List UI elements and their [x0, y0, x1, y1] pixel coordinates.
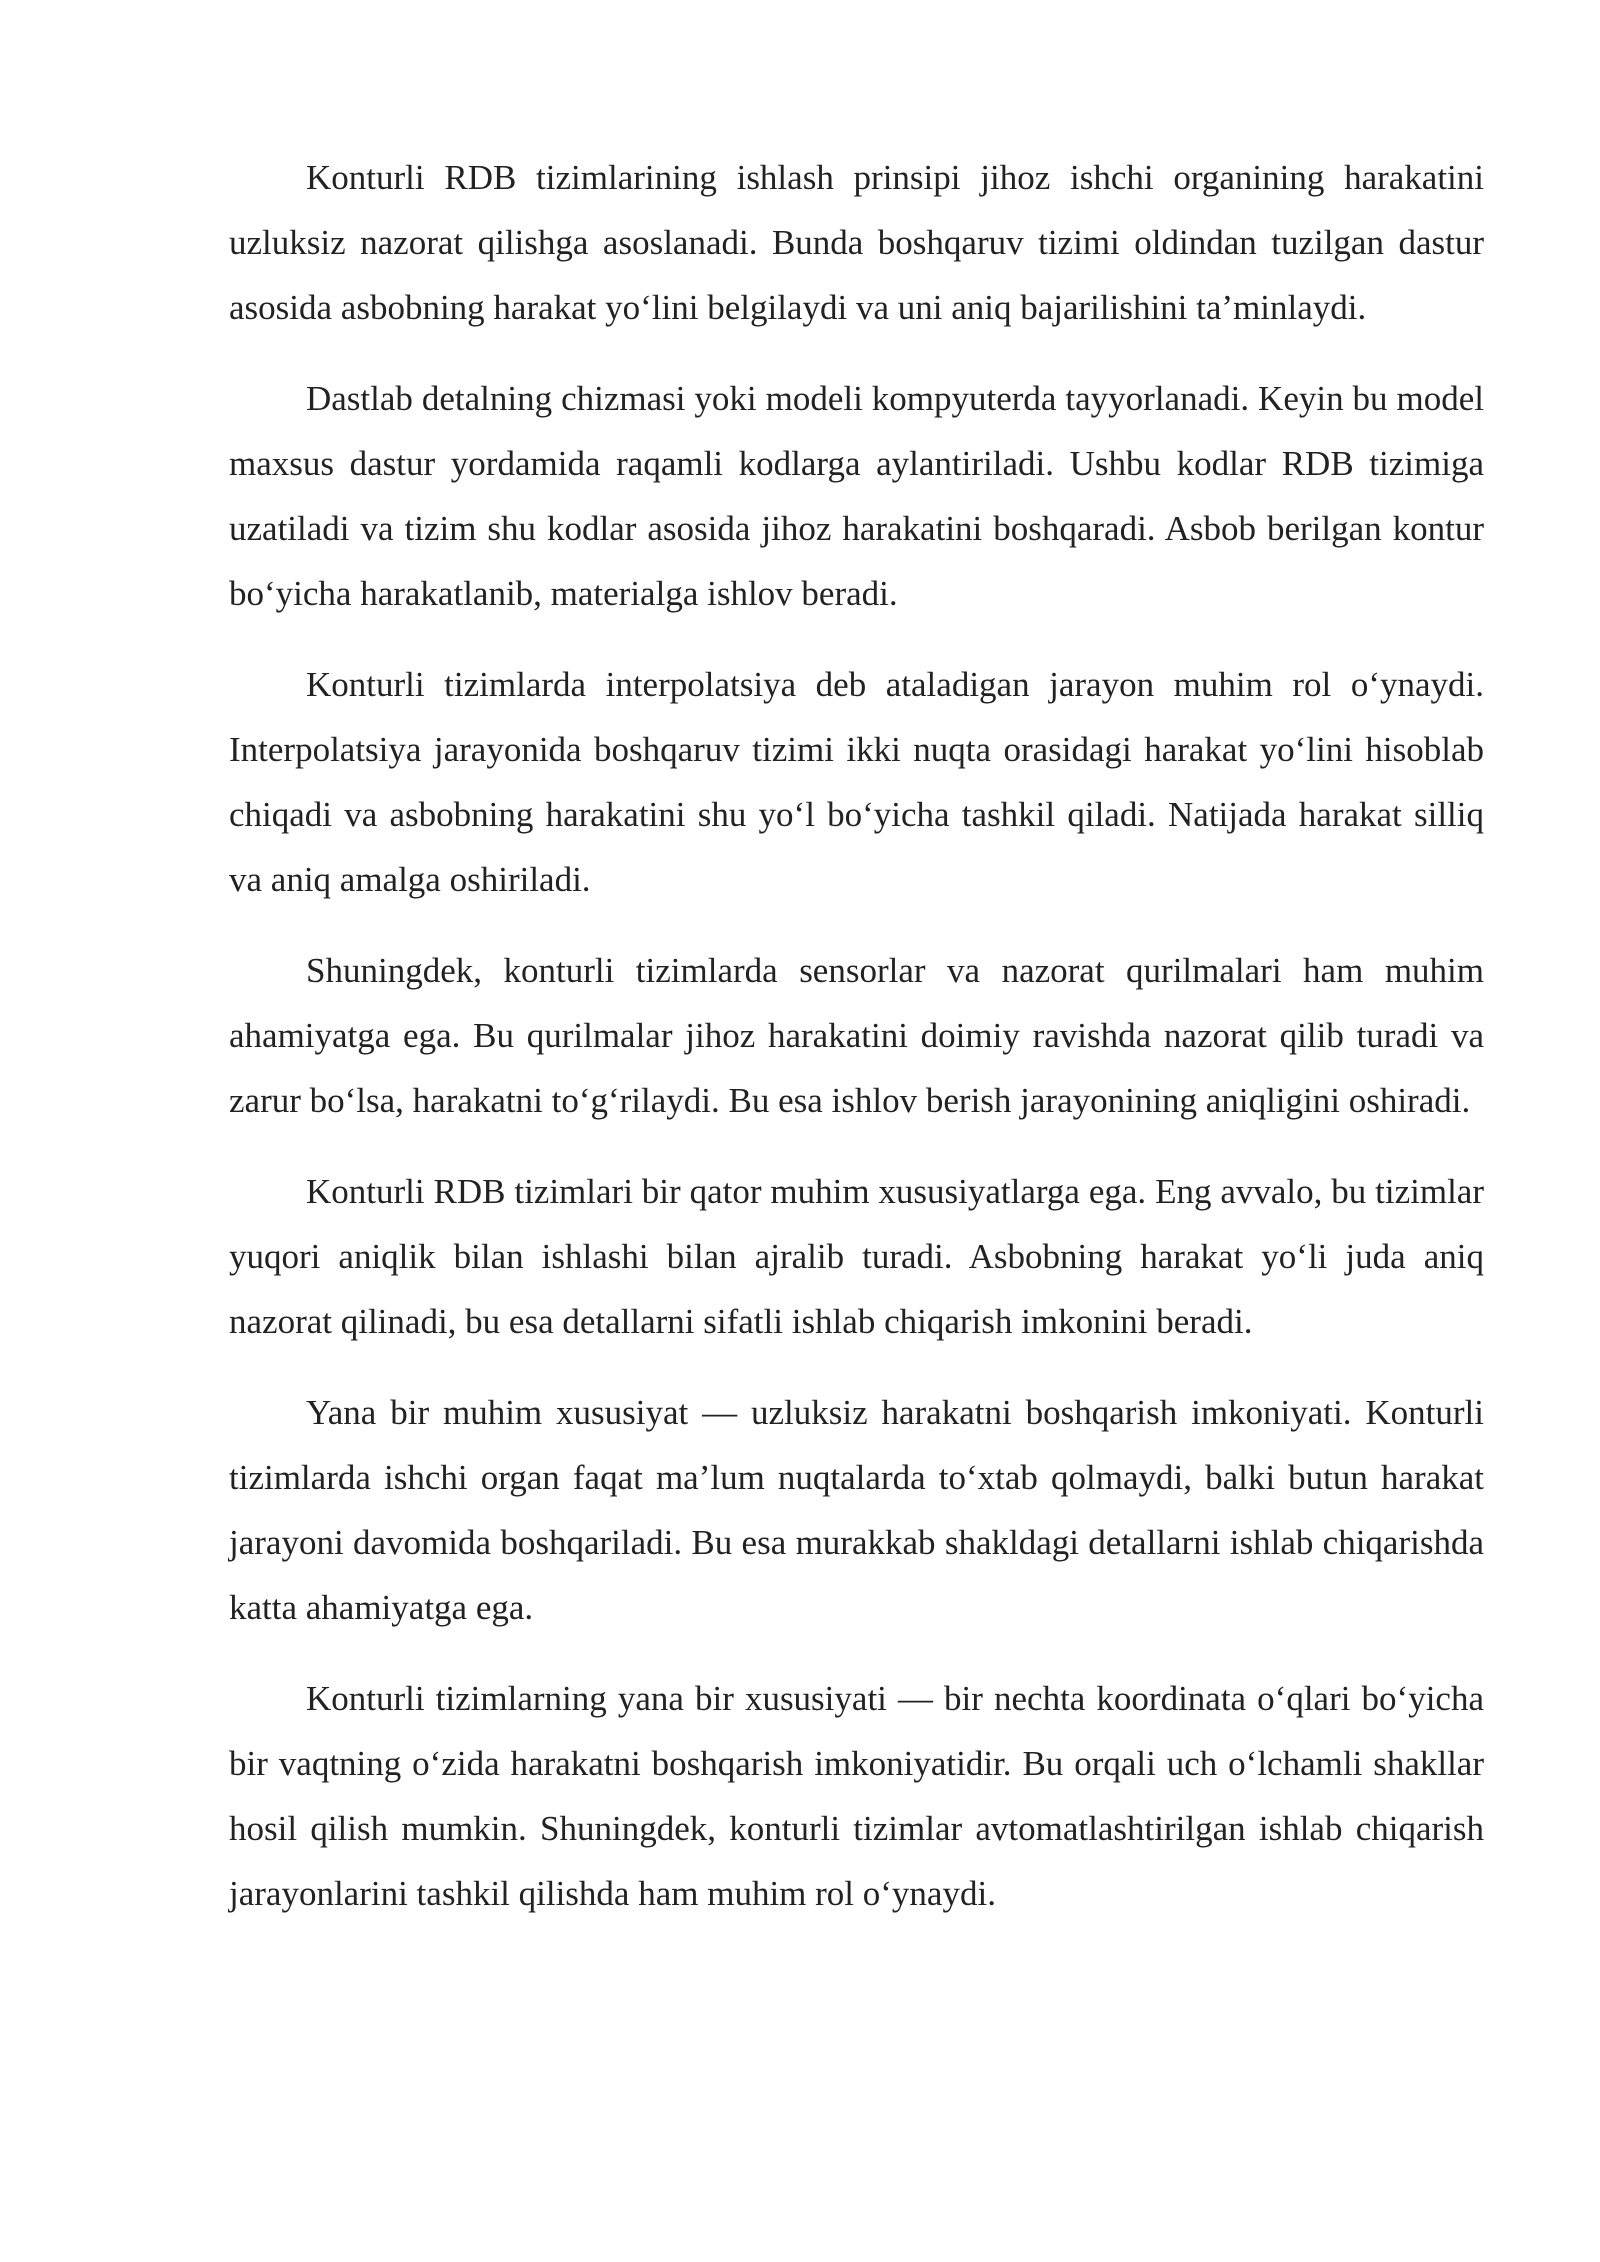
- paragraph-7: Konturli tizimlarning yana bir xususiyati — bir nechta koordinata o‘qlari bo‘yicha bir vaqtning o‘zida harakatni boshqarish imkoniyatidir. Bu orqali uch o‘lchamli shakllar hosil qilish mumkin. Shuningdek, konturli tizimlar avtomatlashtirilgan ishlab chiqarish jarayonlarini tashkil qilishda ham muhim rol o‘ynaydi.: [229, 1679, 1484, 1913]
- paragraph-4: Shuningdek, konturli tizimlarda sensorlar va nazorat qurilmalari ham muhim ahamiyatga ega. Bu qurilmalar jihoz harakatini doimiy ravishda nazorat qilib turadi va zarur bo‘lsa, harakatni to‘g‘rilaydi. Bu esa ishlov berish jarayonining aniqligini oshiradi.: [229, 951, 1484, 1120]
- paragraph-6: Yana bir muhim xususiyat — uzluksiz harakatni boshqarish imkoniyati. Konturli tizimlarda ishchi organ faqat ma’lum nuqtalarda to‘xtab qolmaydi, balki butun harakat jarayoni davomida boshqariladi. Bu esa murakkab shakldagi detallarni ishlab chiqarishda katta ahamiyatga ega.: [229, 1393, 1484, 1627]
- document-body: [229, 145, 1484, 1952]
- paragraph-1: Konturli RDB tizimlarining ishlash prinsipi jihoz ishchi organining harakatini uzluksiz nazorat qilishga asoslanadi. Bunda boshqaruv tizimi oldindan tuzilgan dastur asosida asbobning harakat yo‘lini belgilaydi va uni aniq bajarilishini ta’minlaydi.: [229, 158, 1484, 327]
- paragraph-3: Konturli tizimlarda interpolatsiya deb ataladigan jarayon muhim rol o‘ynaydi. Interpolatsiya jarayonida boshqaruv tizimi ikki nuqta orasidagi harakat yo‘lini hisoblab chiqadi va asbobning harakatini shu yo‘l bo‘yicha tashkil qiladi. Natijada harakat silliq va aniq amalga oshiriladi.: [229, 665, 1484, 899]
- paragraph-5: Konturli RDB tizimlari bir qator muhim xususiyatlarga ega. Eng avvalo, bu tizimlar yuqori aniqlik bilan ishlashi bilan ajralib turadi. Asbobning harakat yo‘li juda aniq nazorat qilinadi, bu esa detallarni sifatli ishlab chiqarish imkonini beradi.: [229, 1172, 1484, 1341]
- paragraph-2: Dastlab detalning chizmasi yoki modeli kompyuterda tayyorlanadi. Keyin bu model maxsus dastur yordamida raqamli kodlarga aylantiriladi. Ushbu kodlar RDB tizimiga uzatiladi va tizim shu kodlar asosida jihoz harakatini boshqaradi. Asbob berilgan kontur bo‘yicha harakatlanib, materialga ishlov beradi.: [229, 379, 1484, 613]
